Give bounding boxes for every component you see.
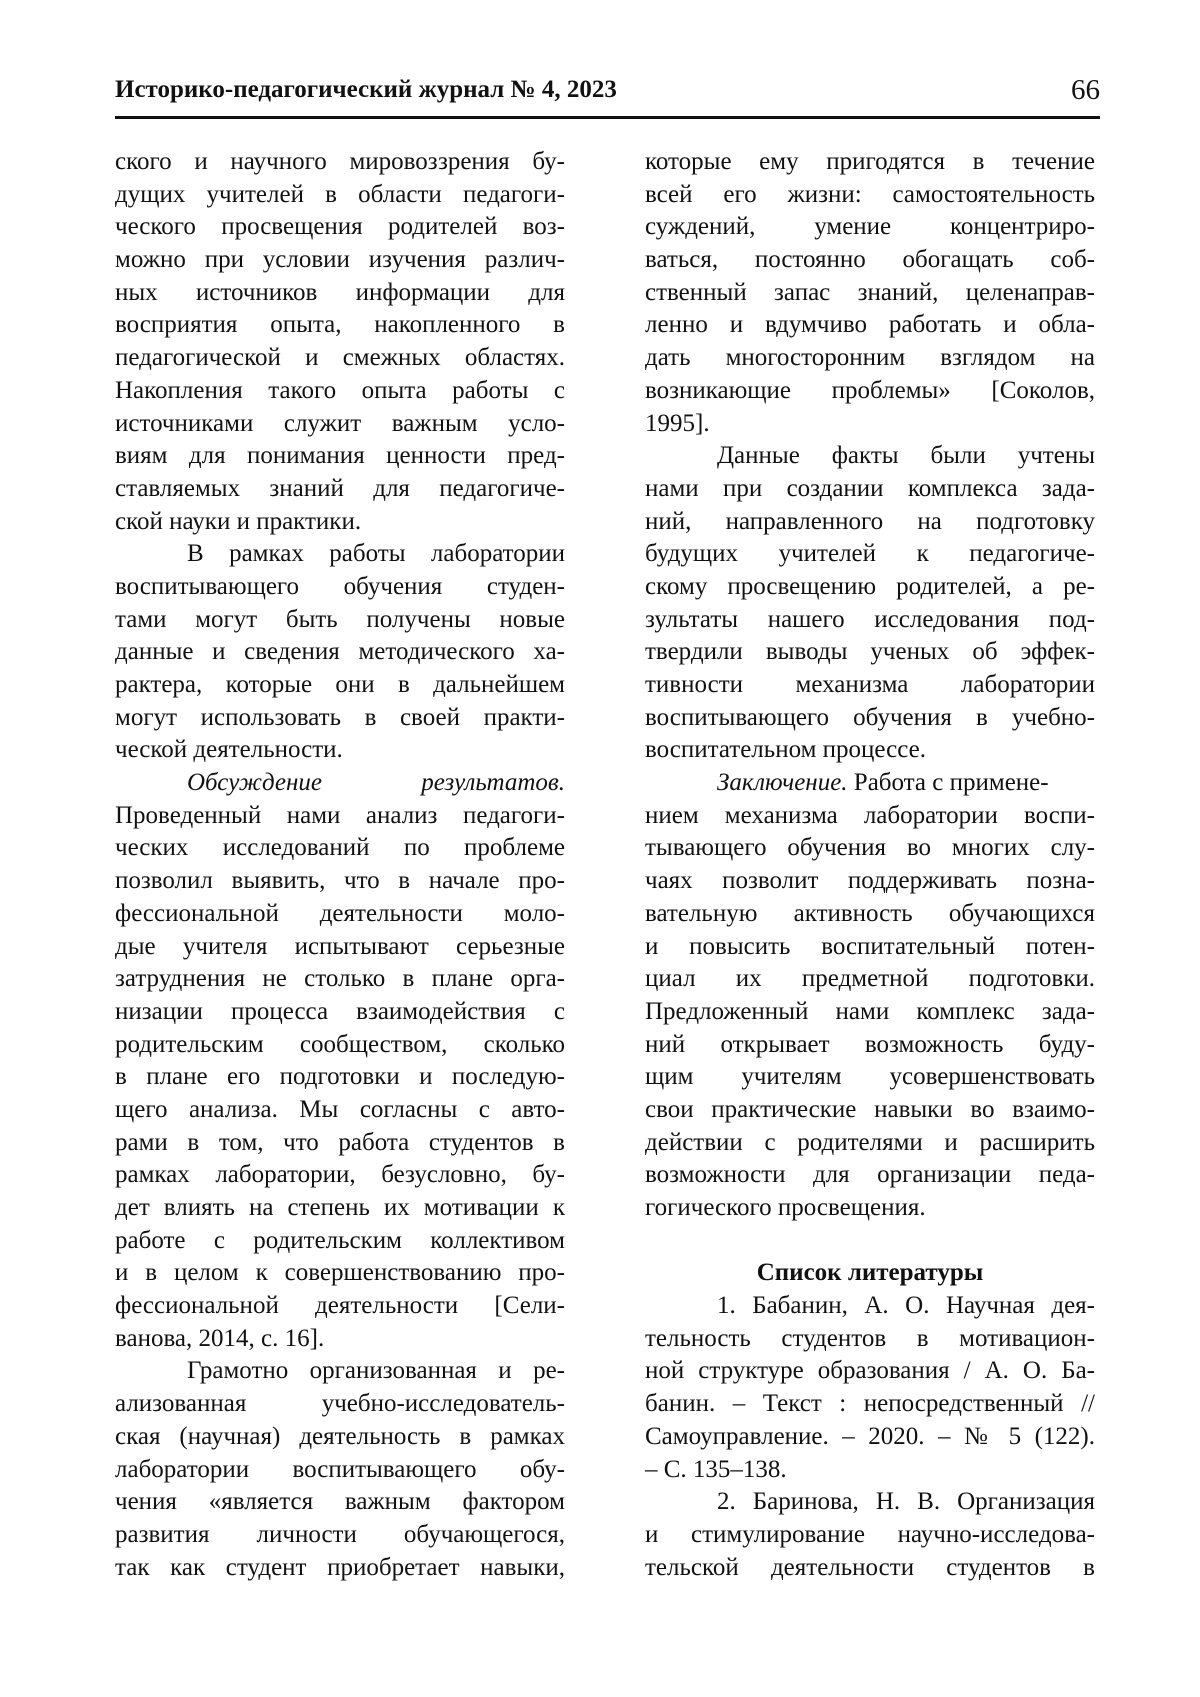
text-line: тельской деятельности студентов в — [645, 1553, 1095, 1581]
text-line: низации процесса взаимодействия с — [115, 997, 565, 1025]
text-line: ной структуре образования / А. О. Ба- — [645, 1357, 1095, 1385]
text-line: циал их предметной подготовки. — [645, 965, 1095, 993]
text-line: воспитательном процессе. — [645, 736, 926, 764]
right-column — [645, 146, 1095, 1584]
text-line: ваться, постоянно обогащать соб- — [645, 246, 1095, 274]
text-line: которые ему пригодятся в течение — [645, 148, 1095, 175]
journal-title: Историко-педагогический журнал № 4, 2023 — [115, 76, 617, 103]
text-line: тивности механизма лаборатории — [645, 671, 1095, 698]
text-line: рами в том, что работа студентов в — [115, 1128, 565, 1156]
page-number: 66 — [1071, 74, 1100, 106]
reference-item-2: 2. Баринова, Н. В. Организация — [717, 1488, 1095, 1516]
text-line: и повысить воспитательный потен- — [645, 932, 1095, 960]
text-line: ческих исследований по проблеме — [115, 834, 565, 862]
left-column — [115, 146, 565, 1584]
text-line: гогического просвещения. — [645, 1194, 926, 1221]
text-line: воспитывающего обучения в учебно- — [645, 703, 1095, 731]
text-line: Накопления такого опыта работы с — [115, 376, 565, 404]
text-line: тами могут быть получены новые — [115, 605, 565, 633]
conclusion-line — [645, 767, 1095, 800]
text-line: зультаты нашего исследования под- — [645, 605, 1095, 633]
text-line: ставляемых знаний для педагогиче- — [115, 474, 565, 502]
text-line: позволил выявить, что в начале про- — [115, 867, 565, 895]
text-line: тельность студентов в мотивацион- — [645, 1324, 1095, 1352]
text-line: виям для понимания ценности пред- — [115, 442, 565, 470]
text-line: Грамотно организованная и ре- — [187, 1357, 565, 1385]
text-line: В рамках работы лаборатории — [187, 540, 565, 568]
text-line: ний, направленного на подготовку — [645, 507, 1095, 535]
text-line: могут использовать в своей практи- — [115, 703, 565, 731]
text-line: затруднения не столько в плане орга- — [115, 965, 565, 993]
text-line: тывающего обучения во многих слу- — [645, 834, 1095, 862]
section-heading-discussion: Обсуждение результатов. — [187, 769, 565, 797]
text-line: дые учителя испытывают серьезные — [115, 932, 565, 960]
page-header — [115, 72, 1100, 119]
text-line: ализованная учебно-исследователь- — [115, 1390, 565, 1418]
text-line: Самоуправление. – 2020. – № 5 (122). — [645, 1422, 1095, 1450]
text-line: и стимулирование научно-исследова- — [645, 1520, 1095, 1548]
text-line: родительским сообществом, сколько — [115, 1030, 565, 1058]
text-line: Проведенный нами анализ педагоги- — [115, 801, 565, 829]
text-line: ленно и вдумчиво работать и обла- — [645, 311, 1095, 339]
text-line: чения «является важным фактором — [115, 1488, 565, 1516]
text-line: скому просвещению родителей, а ре- — [645, 572, 1095, 600]
text-line: ственный запас знаний, целенаправ- — [645, 278, 1095, 306]
text-line: можно при условии изучения различ- — [115, 246, 565, 274]
text-line: данные и сведения методического ха- — [115, 638, 565, 666]
text-line: вательную активность обучающихся — [645, 899, 1095, 927]
text-line: фессиональной деятельности [Сели- — [115, 1292, 565, 1320]
text-line: возникающие проблемы» [Соколов, — [645, 376, 1095, 404]
text-line: ского и научного мировоззрения бу- — [115, 148, 565, 175]
text-line: – С. 135–138. — [645, 1455, 787, 1483]
text-line: ской науки и практики. — [115, 507, 362, 535]
text-line: лаборатории воспитывающего обу- — [115, 1455, 565, 1483]
text-line: ванова, 2014, с. 16]. — [115, 1324, 325, 1352]
text-line: всей его жизни: самостоятельность — [645, 180, 1095, 208]
conclusion-text: Работа с примене- — [847, 769, 1049, 797]
text-line: ных источников информации для — [115, 278, 565, 306]
text-line: дет влиять на степень их мотивации к — [115, 1194, 565, 1221]
text-line: твердили выводы ученых об эффек- — [645, 638, 1095, 666]
text-line: щего анализа. Мы согласны с авто- — [115, 1095, 565, 1123]
text-line: дущих учителей в области педагоги- — [115, 180, 565, 208]
text-line: так как студент приобретает навыки, — [115, 1553, 565, 1581]
text-line: Предложенный нами комплекс зада- — [645, 997, 1095, 1025]
text-line: свои практические навыки во взаимо- — [645, 1095, 1095, 1123]
text-line: источниками служит важным усло- — [115, 409, 565, 437]
text-line: рактера, которые они в дальнейшем — [115, 671, 565, 698]
text-line: чаях позволит поддерживать позна- — [645, 867, 1095, 895]
text-line: развития личности обучающегося, — [115, 1520, 565, 1548]
text-line: нием механизма лаборатории воспи- — [645, 801, 1095, 829]
text-line: нами при создании комплекса зада- — [645, 474, 1095, 502]
text-line: рамках лаборатории, безусловно, бу- — [115, 1161, 565, 1189]
text-line: ская (научная) деятельность в рамках — [115, 1422, 565, 1450]
text-line: работе с родительским коллективом — [115, 1226, 565, 1254]
text-line: будущих учителей к педагогиче- — [645, 540, 1095, 568]
text-line: 1995]. — [645, 409, 710, 437]
text-line: ческого просвещения родителей воз- — [115, 213, 565, 241]
reference-item-1: 1. Бабанин, А. О. Научная дея- — [717, 1292, 1095, 1320]
text-line: банин. – Текст : непосредственный // — [645, 1390, 1095, 1418]
text-line: ческой деятельности. — [115, 736, 343, 764]
blank-line — [645, 1225, 1095, 1258]
text-line: воспитывающего обучения студен- — [115, 572, 565, 600]
text-line: дать многосторонним взглядом на — [645, 344, 1095, 372]
text-line: Данные факты были учтены — [717, 442, 1095, 470]
text-line: фессиональной деятельности моло- — [115, 899, 565, 927]
text-line: щим учителям усовершенствовать — [645, 1063, 1095, 1091]
text-line: восприятия опыта, накопленного в — [115, 311, 565, 339]
references-heading: Список литературы — [756, 1259, 984, 1287]
text-line: действии с родителями и расширить — [645, 1128, 1095, 1156]
text-line: возможности для организации педа- — [645, 1161, 1095, 1189]
text-line: суждений, умение концентриро- — [645, 213, 1095, 241]
text-line: в плане его подготовки и последую- — [115, 1063, 565, 1091]
text-line: и в целом к совершенствованию про- — [115, 1259, 565, 1287]
text-line: педагогической и смежных областях. — [115, 344, 565, 372]
text-line: ний открывает возможность буду- — [645, 1030, 1095, 1058]
section-heading-conclusion: Заключение. — [717, 769, 848, 797]
